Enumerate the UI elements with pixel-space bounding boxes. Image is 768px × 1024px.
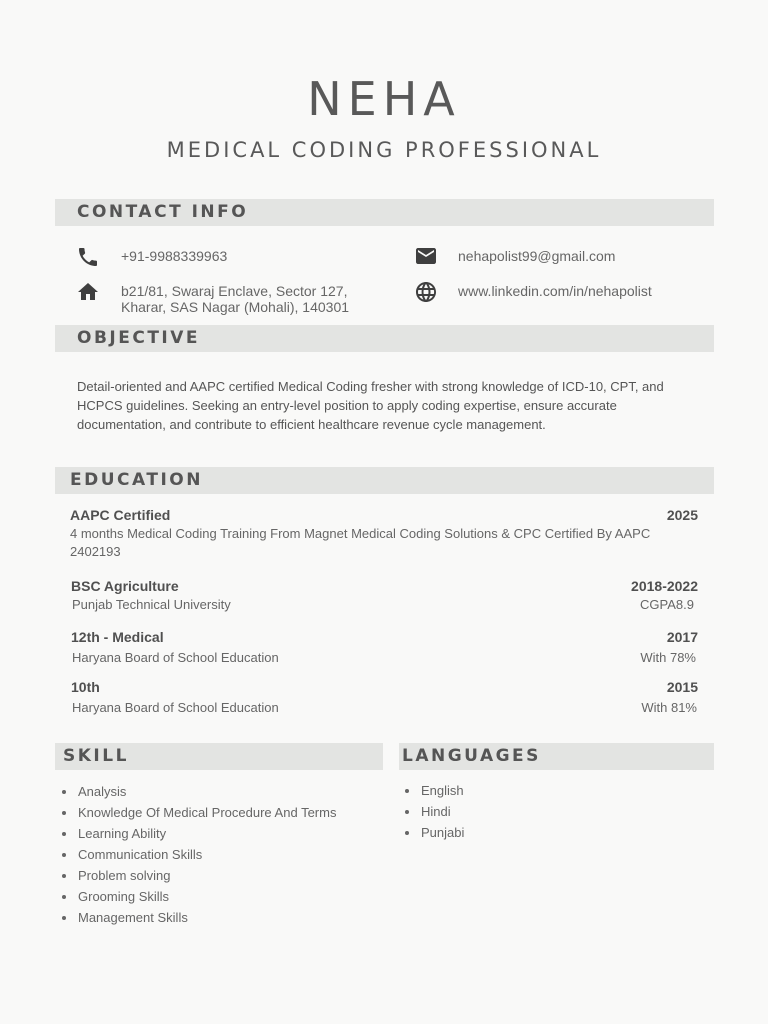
- candidate-name: NEHA: [307, 72, 461, 126]
- email-icon: [414, 244, 438, 268]
- education-bar: [55, 467, 714, 494]
- education-description-line: 4 months Medical Coding Training From Magnet Medical Coding Solutions & CPC Certified By AAPC: [70, 526, 651, 541]
- objective-line: HCPCS guidelines. Seeking an entry-level position to apply coding expertise, ensure accurate: [77, 398, 617, 413]
- list-item: English: [398, 780, 464, 801]
- list-item: Management Skills: [55, 907, 336, 928]
- list-item: Problem solving: [55, 865, 336, 886]
- education-entry-score: With 78%: [640, 650, 696, 665]
- objective-heading: OBJECTIVE: [77, 328, 201, 348]
- phone-number[interactable]: +91-9988339963: [121, 248, 228, 264]
- list-item: Grooming Skills: [55, 886, 336, 907]
- skill-bar: [55, 743, 383, 770]
- education-entry-title: AAPC Certified: [70, 507, 171, 523]
- education-entry-title: BSC Agriculture: [71, 578, 179, 594]
- objective-bar: [55, 325, 714, 352]
- objective-text: [77, 377, 717, 434]
- website-link[interactable]: www.linkedin.com/in/nehapolist: [458, 283, 652, 299]
- education-entry-score: With 81%: [641, 700, 697, 715]
- languages-bar: [399, 743, 714, 770]
- home-icon: [76, 280, 100, 304]
- education-entry-year: 2018-2022: [631, 578, 698, 594]
- contact-info-heading: CONTACT INFO: [77, 202, 249, 222]
- skill-heading: SKILL: [63, 746, 129, 766]
- education-entry-description: [70, 525, 710, 561]
- education-entry-year: 2025: [666, 507, 698, 523]
- education-heading: EDUCATION: [70, 470, 203, 490]
- list-item: Hindi: [398, 801, 464, 822]
- languages-list: [398, 780, 464, 843]
- list-item: Learning Ability: [55, 823, 336, 844]
- education-entry-score: CGPA8.9: [640, 597, 694, 612]
- list-item: Knowledge Of Medical Procedure And Terms: [55, 802, 336, 823]
- address-line-1: b21/81, Swaraj Enclave, Sector 127,: [121, 283, 348, 299]
- list-item: Analysis: [55, 781, 336, 802]
- contact-info-bar: [55, 199, 714, 226]
- education-entry-year: 2017: [666, 629, 698, 645]
- education-description-line: 2402193: [70, 544, 121, 559]
- candidate-title: MEDICAL CODING PROFESSIONAL: [166, 138, 602, 162]
- languages-heading: LANGUAGES: [402, 746, 541, 766]
- education-entry-institution: Haryana Board of School Education: [72, 700, 279, 715]
- education-entry-title: 10th: [71, 679, 100, 695]
- phone-icon: [76, 245, 100, 269]
- list-item: Communication Skills: [55, 844, 336, 865]
- email-address[interactable]: nehapolist99@gmail.com: [458, 248, 616, 264]
- education-entry-title: 12th - Medical: [71, 629, 164, 645]
- objective-line: documentation, and contribute to efficient healthcare revenue cycle management.: [77, 417, 546, 432]
- globe-icon: [414, 280, 438, 304]
- address-line-2: Kharar, SAS Nagar (Mohali), 140301: [121, 299, 350, 315]
- education-entry-year: 2015: [666, 679, 698, 695]
- objective-line: Detail-oriented and AAPC certified Medical Coding fresher with strong knowledge of ICD-10, CPT, and: [77, 379, 664, 394]
- education-entry-institution: Punjab Technical University: [72, 597, 231, 612]
- list-item: Punjabi: [398, 822, 464, 843]
- education-entry-institution: Haryana Board of School Education: [72, 650, 279, 665]
- skill-list: [55, 781, 336, 928]
